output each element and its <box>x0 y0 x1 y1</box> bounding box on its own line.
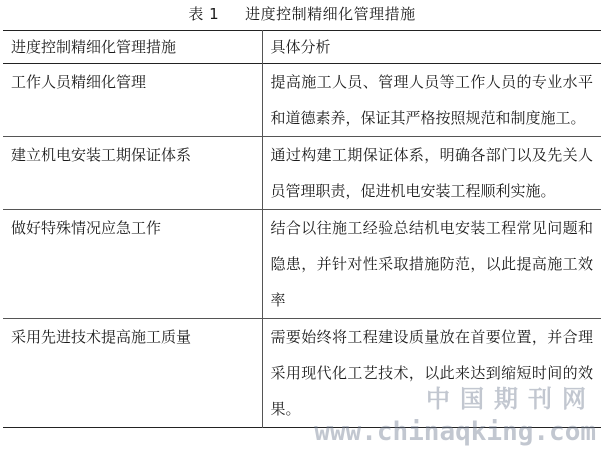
table-title: 进度控制精细化管理措施 <box>245 5 416 23</box>
watermark-site-name: 中国期刊网 <box>426 384 596 413</box>
analysis-cell: 结合以往施工经验总结机电安装工程常见问题和隐患，并针对性采取措施防范，以此提高施工效率 <box>262 210 601 319</box>
table-row <box>3 319 601 428</box>
measure-cell: 建立机电安装工期保证体系 <box>3 137 262 210</box>
measure-cell: 做好特殊情况应急工作 <box>3 210 262 319</box>
table-number: 表 1 <box>188 5 220 23</box>
analysis-cell: 提高施工人员、管理人员等工作人员的专业水平和道德素养，保证其严格按照规范和制度施工。 <box>270 73 593 127</box>
table-row <box>3 210 601 319</box>
table-caption <box>0 2 604 26</box>
measure-cell: 采用先进技术提高施工质量 <box>3 319 262 428</box>
watermark-url: www.chinaqking.com <box>314 417 596 447</box>
column-header-analysis: 具体分析 <box>270 38 331 56</box>
table-row <box>3 137 601 210</box>
table-header-row <box>3 31 601 64</box>
column-header-measure: 进度控制精细化管理措施 <box>3 31 262 64</box>
measures-table <box>3 30 601 428</box>
analysis-cell: 通过构建工期保证体系，明确各部门以及先关人员管理职责，促进机电安装工程顺利实施。 <box>262 137 601 210</box>
measure-cell: 工作人员精细化管理 <box>3 64 262 137</box>
analysis-cell: 需要始终将工程建设质量放在首要位置，并合理采用现代化工艺技术，以此来达到缩短时间的效果。 <box>262 319 601 428</box>
table-row <box>3 64 601 137</box>
